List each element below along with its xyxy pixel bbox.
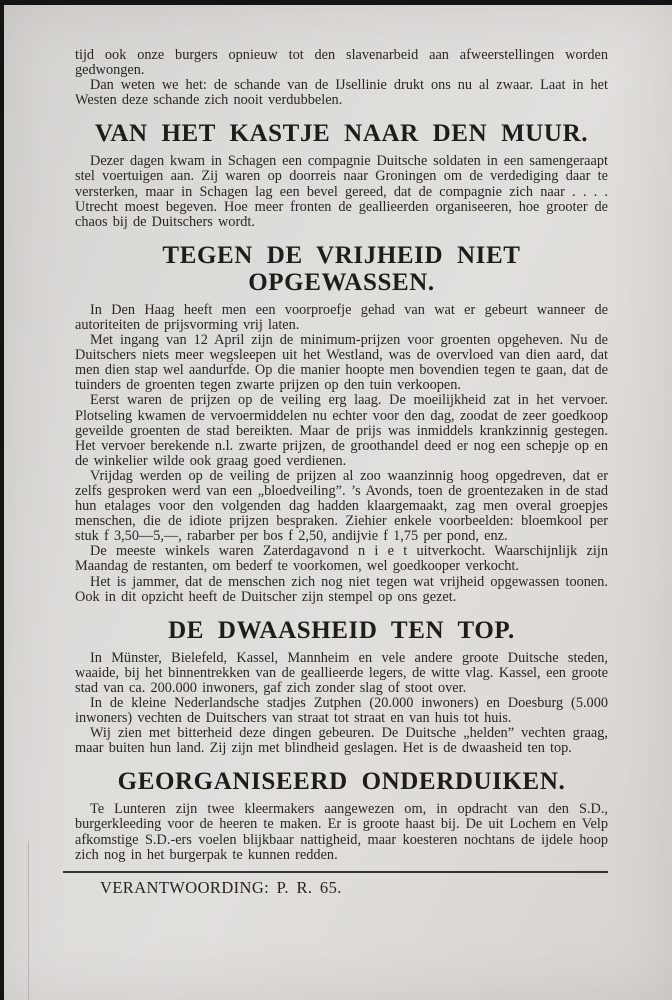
body-paragraph: Wij zien met bitterheid deze dingen gebeuren. De Duitsche „helden” vechten graag, maar buiten hun land. Zij zijn met blindheid geslagen. Het is de dwaasheid ten top. [75, 725, 608, 757]
body-paragraph: In Münster, Bielefeld, Kassel, Mannheim en vele andere groote Duitsche steden, waaide, bij het binnentrekken van de geallieerde legers, de witte vlag. Kassel, een groote stad van ca. 200.000 inwoners, gaf zich zonder slag of stoot over. [75, 649, 608, 696]
body-paragraph: In Den Haag heeft men een voorproefje gehad van wat er gebeurt wanneer de autoriteiten de prijsvorming vrij laten. [75, 301, 608, 333]
intro-paragraph: Dan weten we het: de schande van de IJsellinie drukt ons nu al zwaar. Laat in het Westen deze schande zich nooit verdubbelen. [75, 77, 608, 109]
document-page [4, 5, 672, 1000]
heading-tegen-de-vrijheid-niet-opgewassen: TEGEN DE VRIJHEID NIET OPGEWASSEN. [162, 241, 521, 296]
intro-paragraph: tijd ook onze burgers opnieuw tot den slavenarbeid aan afweerstellingen worden gedwongen. [75, 47, 608, 79]
body-paragraph: De meeste winkels waren Zaterdagavond n i e t uitverkocht. Waarschijnlijk zijn Maandag de restanten, om bederf te voorkomen, wel goedkooper verkocht. [75, 543, 608, 575]
imprint-block [63, 871, 608, 898]
body-paragraph: Het is jammer, dat de menschen zich nog niet tegen wat vrijheid opgewassen toonen. Ook in dit opzicht heeft de Duitscher zijn stempel op ons gezet. [75, 573, 608, 605]
body-paragraph: Vrijdag werden op de veiling de prijzen al zoo waanzinnig hoog opgedreven, dat er zelfs gesproken werd van een „bloedveiling”. ’s Avonds, toen de groentezaken in de stad hun etalages voor den volgenden dag hadden klaargemaakt, zag men overal groepjes menschen, die de idiote prijzen bespraken. Ziehier enkele voorbeelden: bloemkool per stuk f 3,50—5,—, rabarber per bos f 2,50, andijvie f 1,75 per pond, enz. [75, 467, 608, 545]
body-paragraph: Eerst waren de prijzen op de veiling erg laag. De moeilijkheid zat in het vervoer. Plotseling kwamen de vervoermiddelen nu echter voor den dag, zoodat de zeer goedkoop geveilde groenten de stad bereikten. Maar de prijs was inmiddels krankzinnig gestegen. Het vervoer berekende n.l. zwarte prijzen, de groothandel deed er nog een schepje op en de winkelier wilde ook graag goed verdienen. [75, 392, 608, 469]
heading-georganiseerd-onderduiken: GEORGANISEERD ONDERDUIKEN. [117, 768, 566, 796]
page-content [75, 48, 608, 898]
paper-edge-shadow [28, 841, 29, 1000]
body-paragraph: Te Lunteren zijn twee kleermakers aangewezen om, in opdracht van den S.D., burgerkleeding voor de heeren te maken. Er is groote haast bij. De uit Lochem en Velp afkomstige S.D.-ers voelen blijkbaar nattigheid, maar koesteren nochtans de ijdele hoop zich nog in het burgerpak te kunnen redden. [75, 801, 608, 863]
body-paragraph: Dezer dagen kwam in Schagen een compagnie Duitsche soldaten in een samengeraapt stel voertuigen aan. Zij waren op doorreis naar Groningen om de verdediging daar te versterken, maar in Schagen lag een bevel gereed, dat de compagnie zich naar . . . . Utrecht moest begeven. Hoe meer fronten de geallieerden organiseeren, hoe grooter de chaos bij de Duitschers wordt. [75, 153, 608, 230]
heading-van-het-kastje-naar-den-muur: VAN HET KASTJE NAAR DEN MUUR. [94, 120, 589, 148]
body-paragraph: In de kleine Nederlandsche stadjes Zutphen (20.000 inwoners) en Doesburg (5.000 inwoners) vechten de Duitschers van straat tot straat en van huis tot huis. [75, 695, 608, 727]
body-paragraph: Met ingang van 12 April zijn de minimum-prijzen voor groenten opgeheven. Nu de Duitschers niets meer wegsleepen uit het Westland, was de overvloed van dien aard, dat men dien stap wel aandurfde. Op die manier hoopte men bovendien tegen te gaan, dat de tuinders de groenten tegen zwarte prijzen op den tuin verkoopen. [75, 332, 608, 394]
imprint-label: VERANTWOORDING: P. R. 65. [100, 877, 342, 897]
heading-de-dwaasheid-ten-top: DE DWAASHEID TEN TOP. [168, 616, 515, 644]
